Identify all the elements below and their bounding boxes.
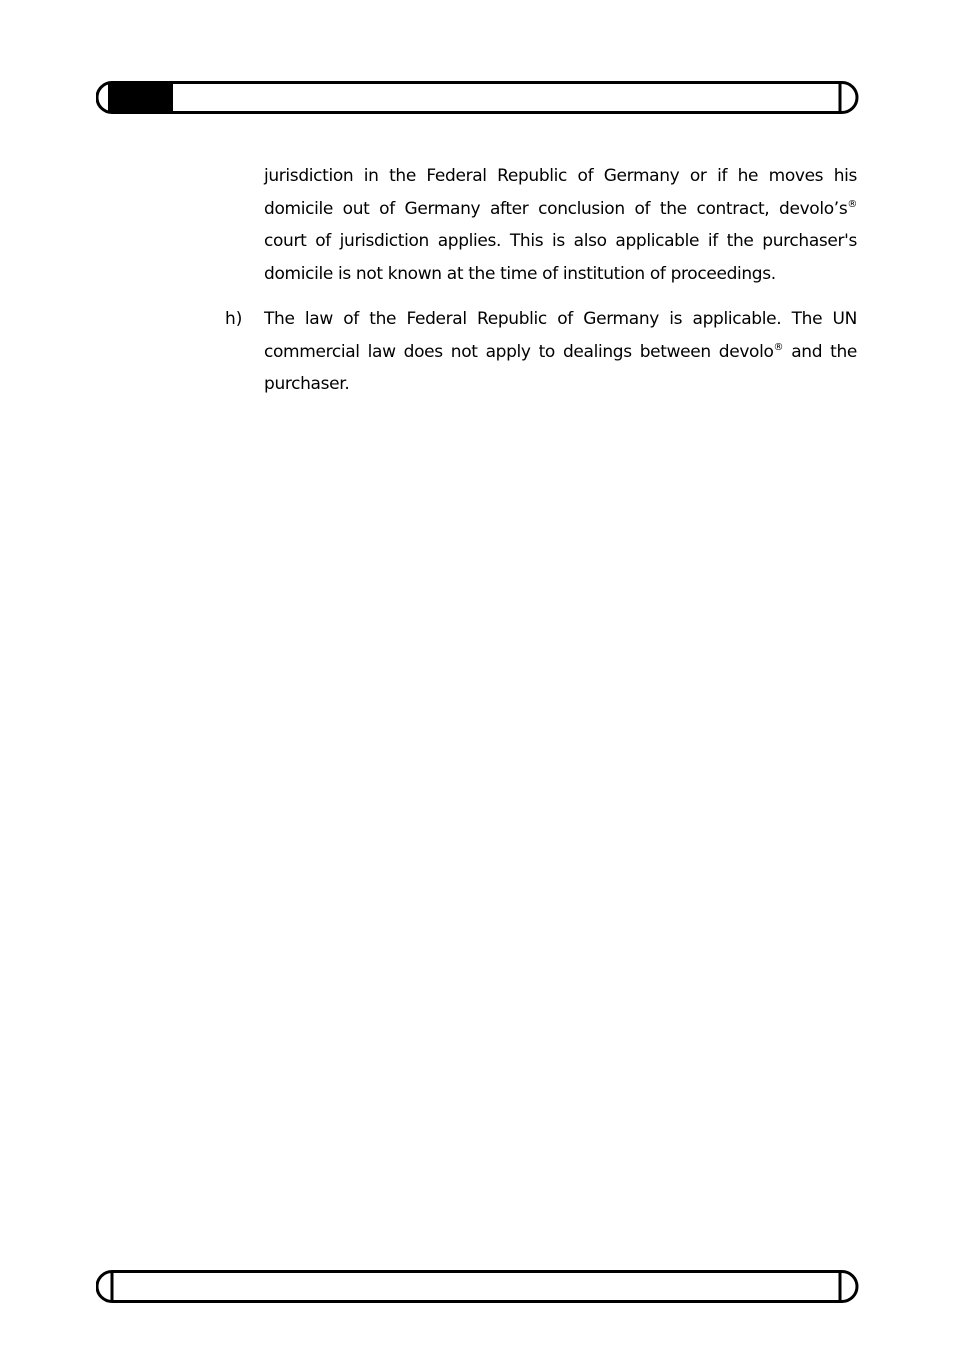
page-content [225, 160, 857, 401]
continued-paragraph [264, 160, 857, 290]
header-bar-graphic [96, 81, 859, 114]
list-item-marker: h) [225, 309, 243, 329]
list-item-text [264, 303, 857, 401]
page-footer-bar [96, 1270, 859, 1303]
continued-paragraph-text-1: jurisdiction in the Federal Republic of Germany or if he moves his domicile out of Germany after conclusion of the contract, devolo’s [264, 166, 857, 219]
footer-bar-graphic [96, 1270, 859, 1303]
registered-trademark-mark: ® [773, 341, 784, 353]
list-item-h [225, 303, 857, 401]
continued-paragraph-text-2: court of jurisdiction applies. This is also applicable if the purchaser's domicile is not known at the time of institution of proceedings. [264, 231, 857, 284]
list-item-text-1: The law of the Federal Republic of Germany is applicable. The UN commercial law does not apply to dealings between devolo [264, 309, 857, 362]
page-header-bar [96, 81, 859, 114]
list-item-text-2: and the purchaser. [264, 341, 857, 394]
registered-trademark-mark: ® [847, 198, 857, 210]
